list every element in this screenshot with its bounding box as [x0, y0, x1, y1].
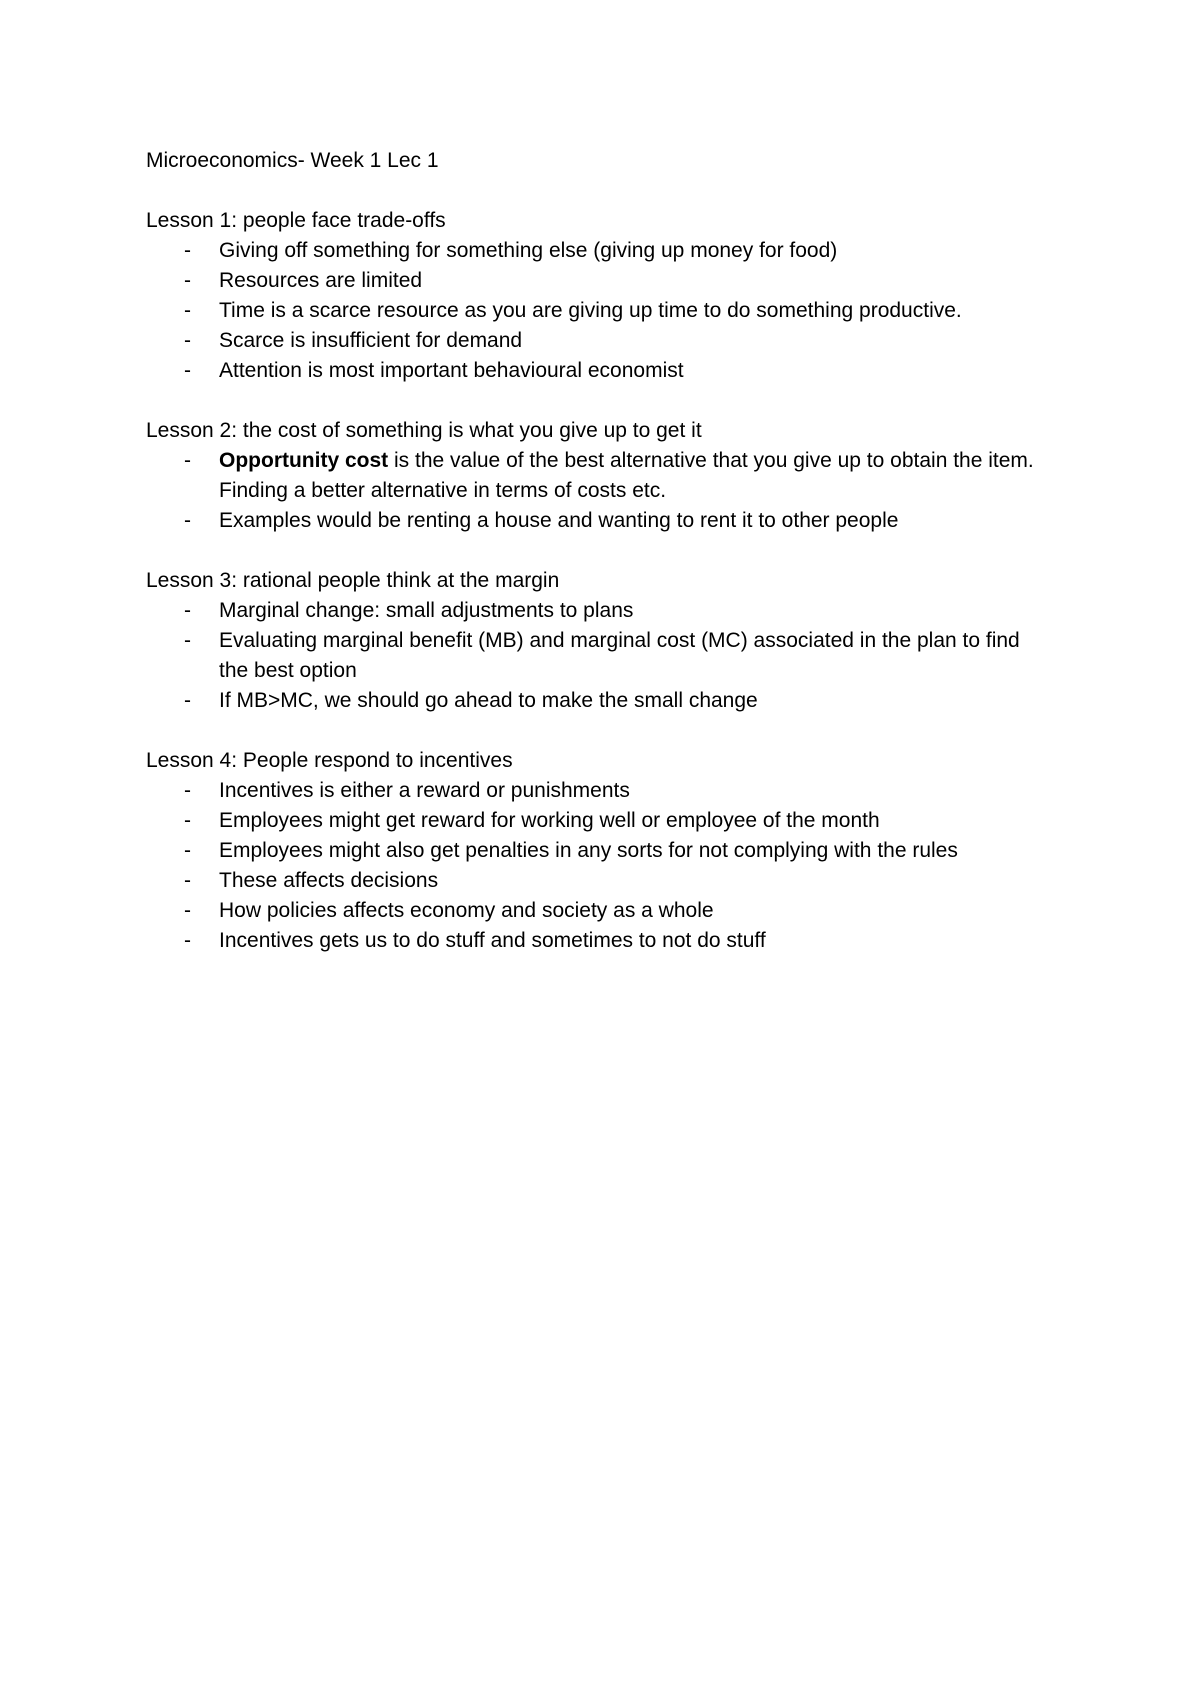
- bullet-item: [146, 236, 1046, 266]
- bullet-text: Marginal change: small adjustments to plans: [219, 599, 634, 622]
- bullet-text: Incentives is either a reward or punishments: [219, 779, 630, 802]
- bullet-text: is the value of the best alternative that you give up to obtain the item. Finding a better alternative in terms of costs etc.: [219, 449, 1034, 502]
- bullet-item: [146, 596, 1046, 626]
- bullet-list: [146, 596, 1046, 716]
- bullet-item: [146, 446, 1046, 506]
- bullet-list: [146, 446, 1046, 536]
- bullet-dash: -: [184, 629, 191, 652]
- bullet-text: Examples would be renting a house and wanting to rent it to other people: [219, 509, 899, 532]
- bullet-dash: -: [184, 359, 191, 382]
- bullet-text: Employees might also get penalties in any sorts for not complying with the rules: [219, 839, 958, 862]
- bullet-list: [146, 236, 1046, 386]
- bold-term: Opportunity cost: [219, 449, 389, 472]
- lesson-3: [146, 566, 1046, 716]
- bullet-text: Evaluating marginal benefit (MB) and marginal cost (MC) associated in the plan to find the best option: [219, 629, 1020, 682]
- bullet-text: Scarce is insufficient for demand: [219, 329, 523, 352]
- bullet-text: How policies affects economy and society as a whole: [219, 899, 714, 922]
- document-title: Microeconomics- Week 1 Lec 1: [146, 149, 439, 172]
- lesson-heading: Lesson 4: People respond to incentives: [146, 749, 513, 772]
- bullet-item: [146, 506, 1046, 536]
- bullet-dash: -: [184, 839, 191, 862]
- bullet-dash: -: [184, 299, 191, 322]
- bullet-text: Resources are limited: [219, 269, 423, 292]
- bullet-dash: -: [184, 809, 191, 832]
- lesson-2: [146, 416, 1046, 536]
- document-page: [146, 146, 1046, 986]
- bullet-dash: -: [184, 449, 191, 472]
- bullet-item: [146, 296, 1046, 326]
- bullet-dash: -: [184, 329, 191, 352]
- bullet-dash: -: [184, 899, 191, 922]
- bullet-item: [146, 836, 1046, 866]
- bullet-text: If MB>MC, we should go ahead to make the small change: [219, 689, 758, 712]
- bullet-dash: -: [184, 239, 191, 262]
- lesson-heading: Lesson 3: rational people think at the margin: [146, 569, 560, 592]
- bullet-dash: -: [184, 869, 191, 892]
- lesson-heading: Lesson 2: the cost of something is what you give up to get it: [146, 419, 702, 442]
- bullet-text: Giving off something for something else (giving up money for food): [219, 239, 838, 262]
- bullet-item: [146, 926, 1046, 956]
- bullet-dash: -: [184, 509, 191, 532]
- bullet-item: [146, 806, 1046, 836]
- bullet-text: Attention is most important behavioural economist: [219, 359, 684, 382]
- bullet-dash: -: [184, 689, 191, 712]
- bullet-item: [146, 626, 1046, 686]
- bullet-item: [146, 896, 1046, 926]
- lesson-heading: Lesson 1: people face trade-offs: [146, 209, 446, 232]
- lesson-4: [146, 746, 1046, 956]
- bullet-text: Employees might get reward for working well or employee of the month: [219, 809, 880, 832]
- bullet-text: These affects decisions: [219, 869, 439, 892]
- bullet-text: Time is a scarce resource as you are giving up time to do something productive.: [219, 299, 962, 322]
- bullet-item: [146, 326, 1046, 356]
- bullet-text: Incentives gets us to do stuff and sometimes to not do stuff: [219, 929, 766, 952]
- bullet-dash: -: [184, 599, 191, 622]
- bullet-list: [146, 776, 1046, 956]
- bullet-item: [146, 266, 1046, 296]
- lesson-1: [146, 206, 1046, 386]
- bullet-item: [146, 776, 1046, 806]
- bullet-dash: -: [184, 929, 191, 952]
- bullet-item: [146, 686, 1046, 716]
- bullet-dash: -: [184, 779, 191, 802]
- bullet-item: [146, 866, 1046, 896]
- bullet-item: [146, 356, 1046, 386]
- bullet-dash: -: [184, 269, 191, 292]
